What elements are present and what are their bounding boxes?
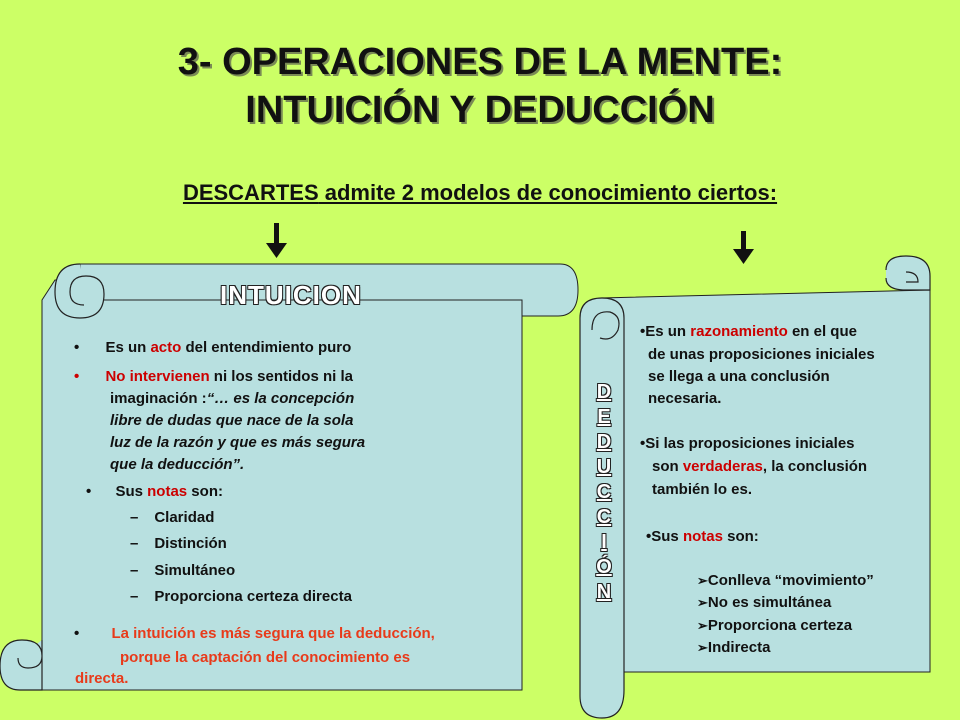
deduccion-p1-line1: [640, 322, 857, 342]
note-label: Simultáneo: [154, 562, 236, 579]
subtitle-descartes: DESCARTES: [182, 180, 319, 205]
dash: –: [130, 588, 139, 605]
bullet-dot: •: [74, 339, 80, 356]
intuicion-b4-line2: porque la captación del conocimiento es: [120, 649, 411, 666]
deduccion-letter: N: [596, 581, 612, 603]
deduccion-p1-line4: necesaria.: [648, 390, 722, 407]
b1-pre: Es un: [105, 339, 151, 356]
title-line-2: INTUICIÓN Y DEDUCCIÓN: [245, 89, 715, 131]
deduccion-letter: Ó: [596, 556, 612, 578]
arrowhead-bullet-icon: ➢: [697, 573, 708, 588]
deduccion-note-3: [697, 616, 852, 636]
dash: –: [130, 509, 139, 526]
p1-post: en el que: [787, 323, 857, 340]
deduccion-letter: E: [597, 406, 611, 428]
p3-red: notas: [682, 528, 723, 545]
bullet-dot: •: [74, 368, 80, 385]
p2-red: verdaderas: [682, 458, 763, 475]
arrowhead-bullet-icon: ➢: [697, 618, 708, 633]
deduccion-p2-line1: •Si las proposiciones iniciales: [640, 435, 855, 452]
bullet-dot: •: [74, 625, 80, 642]
intuicion-b2-line5: que la deducción”.: [110, 456, 245, 473]
b2-red: No intervienen: [105, 368, 210, 385]
deduccion-letter: D: [596, 431, 612, 453]
b1-red: acto: [150, 339, 182, 356]
p2-pre: son: [652, 458, 683, 475]
p2-post: , la conclusión: [762, 458, 868, 475]
title-line-1: 3- OPERACIONES DE LA MENTE:: [177, 41, 783, 83]
deduccion-note-2: [697, 593, 831, 613]
bullet-dot: •: [86, 483, 92, 500]
deduccion-p2-line2: [652, 457, 867, 477]
subtitle-rest: admite 2 modelos de conocimiento ciertos:: [318, 180, 778, 205]
deduccion-note-1: [697, 571, 874, 591]
arrowhead-bullet-icon: ➢: [697, 595, 708, 610]
p1-red: razonamiento: [690, 323, 788, 340]
b3-red: notas: [147, 483, 188, 500]
note-label: Indirecta: [707, 639, 771, 656]
note-label: Distinción: [154, 535, 227, 552]
deduccion-p2-line3: también lo es.: [652, 481, 753, 498]
dash: –: [130, 535, 139, 552]
note-label: No es simultánea: [707, 594, 832, 611]
note-label: Conlleva “movimiento”: [707, 572, 874, 589]
deduccion-letter: U: [596, 456, 612, 478]
note-label: Proporciona certeza directa: [154, 588, 352, 605]
deduccion-letter: I: [601, 531, 607, 553]
arrowhead-bullet-icon: ➢: [697, 640, 708, 655]
deduccion-p3: [646, 527, 759, 547]
note-label: Proporciona certeza: [707, 617, 853, 634]
b2-l2-pre: imaginación :: [110, 390, 207, 407]
b3-post: son:: [187, 483, 223, 500]
deduccion-p1-line2: de unas proposiciones iniciales: [648, 346, 875, 363]
dash: –: [130, 562, 139, 579]
p3-post: son:: [722, 528, 759, 545]
deduccion-letter: C: [596, 481, 612, 503]
p1-pre: •Es un: [640, 323, 691, 340]
b1-post: del entendimiento puro: [181, 339, 352, 356]
b4-l1: La intuición es más segura que la deducción,: [111, 625, 435, 642]
intuicion-heading: INTUICION: [220, 280, 362, 310]
p3-pre: •Sus: [646, 528, 683, 545]
intuicion-b2-line4: luz de la razón y que es más segura: [110, 434, 366, 451]
deduccion-p1-line3: se llega a una conclusión: [648, 368, 830, 385]
deduccion-letter: D: [596, 381, 612, 403]
b2-post: ni los sentidos ni la: [209, 368, 353, 385]
intuicion-b2-line3: libre de dudas que nace de la sola: [110, 412, 354, 429]
deduccion-letter: C: [596, 506, 612, 528]
b2-l2-it: “… es la concepción: [206, 390, 355, 407]
b3-pre: Sus: [115, 483, 148, 500]
note-label: Claridad: [154, 509, 215, 526]
intuicion-b4-line3: directa.: [75, 670, 129, 687]
deduccion-note-4: [697, 638, 770, 658]
